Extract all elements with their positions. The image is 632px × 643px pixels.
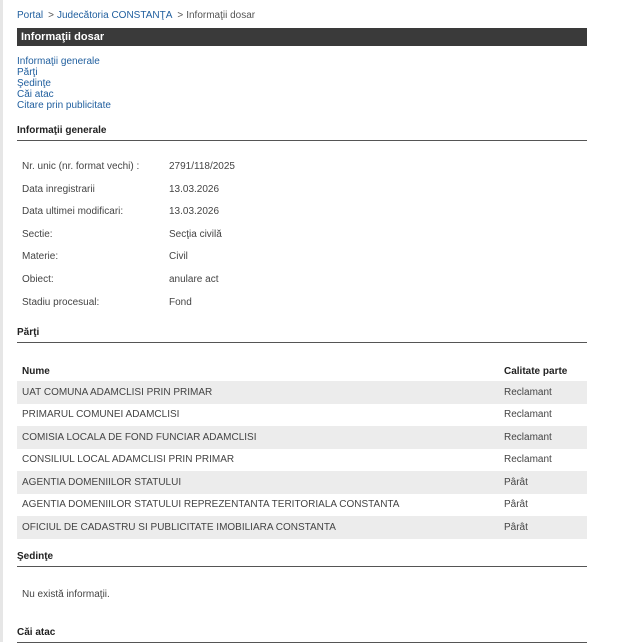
nav-link-citare-publicitate[interactable]: Citare prin publicitate <box>17 100 111 111</box>
info-value: Civil <box>169 251 188 263</box>
breadcrumb-court-link[interactable]: Judecătoria CONSTANŢA <box>56 10 173 21</box>
party-name: OFICIUL DE CADASTRU SI PUBLICITATE IMOBILIARA CONSTANTA <box>17 516 502 539</box>
column-header-nume: Nume <box>22 365 50 377</box>
table-row <box>17 471 587 494</box>
info-label: Stadiu procesual: <box>22 296 100 308</box>
nav-link-informatii-generale[interactable]: Informaţii generale <box>17 56 100 67</box>
info-value: 13.03.2026 <box>169 183 220 195</box>
party-role: Reclamant <box>502 381 587 404</box>
info-label: Nr. unic (nr. format vechi) : <box>22 161 140 172</box>
section-heading-informatii-generale: Informaţii generale <box>17 125 587 141</box>
party-role: Pârât <box>504 499 528 511</box>
left-edge-rule <box>0 0 3 642</box>
column-header-calitate: Calitate parte <box>504 365 568 377</box>
info-value: Secţia civilă <box>169 228 222 240</box>
party-name: AGENTIA DOMENIILOR STATULUI REPREZENTANTA TERITORIALA CONSTANTA <box>22 499 400 511</box>
table-row <box>17 381 587 404</box>
info-value: anulare act <box>169 273 219 285</box>
party-name: PRIMARUL COMUNEI ADAMCLISI <box>22 409 180 421</box>
section-nav <box>17 56 111 111</box>
section-heading-sedinte: Şedinţe <box>17 551 587 567</box>
info-label: Obiect: <box>22 273 54 285</box>
parti-table <box>17 361 587 539</box>
sedinte-empty-message: Nu există informaţii. <box>22 589 110 600</box>
breadcrumb-separator: > <box>177 10 184 21</box>
party-role: Reclamant <box>504 409 552 421</box>
info-label: Data inregistrarii <box>22 183 95 195</box>
section-heading-cai-atac: Căi atac <box>17 627 587 643</box>
page-title: Informaţii dosar <box>21 31 105 43</box>
table-row <box>17 494 587 517</box>
info-label: Materie: <box>22 251 59 263</box>
party-role: Reclamant <box>502 426 587 449</box>
party-role: Pârât <box>502 516 587 539</box>
breadcrumb-portal-link[interactable]: Portal <box>17 10 44 21</box>
party-role: Pârât <box>502 471 587 494</box>
table-row <box>17 404 587 427</box>
breadcrumb-current: Informaţii dosar <box>186 10 256 21</box>
info-label: Sectie: <box>22 228 53 240</box>
table-row <box>17 516 587 539</box>
party-name: CONSILIUL LOCAL ADAMCLISI PRIN PRIMAR <box>22 454 235 466</box>
party-name: COMISIA LOCALA DE FOND FUNCIAR ADAMCLISI <box>17 426 502 449</box>
party-name: AGENTIA DOMENIILOR STATULUI <box>17 471 502 494</box>
party-role: Reclamant <box>504 454 552 466</box>
table-header-row <box>17 361 587 381</box>
info-value: 13.03.2026 <box>169 206 220 218</box>
table-row <box>17 426 587 449</box>
party-name: UAT COMUNA ADAMCLISI PRIN PRIMAR <box>17 381 502 404</box>
nav-link-sedinte[interactable]: Şedinţe <box>17 78 51 89</box>
nav-link-cai-atac[interactable]: Căi atac <box>17 89 54 100</box>
nav-link-parti[interactable]: Părţi <box>17 67 38 78</box>
info-value: Fond <box>169 296 192 308</box>
breadcrumb <box>17 10 255 21</box>
breadcrumb-separator: > <box>48 10 54 21</box>
info-label: Data ultimei modificari: <box>22 206 124 218</box>
table-row <box>17 449 587 472</box>
page-title-bar <box>17 28 587 46</box>
section-heading-parti: Părţi <box>17 327 587 343</box>
info-value: 2791/118/2025 <box>169 161 235 172</box>
